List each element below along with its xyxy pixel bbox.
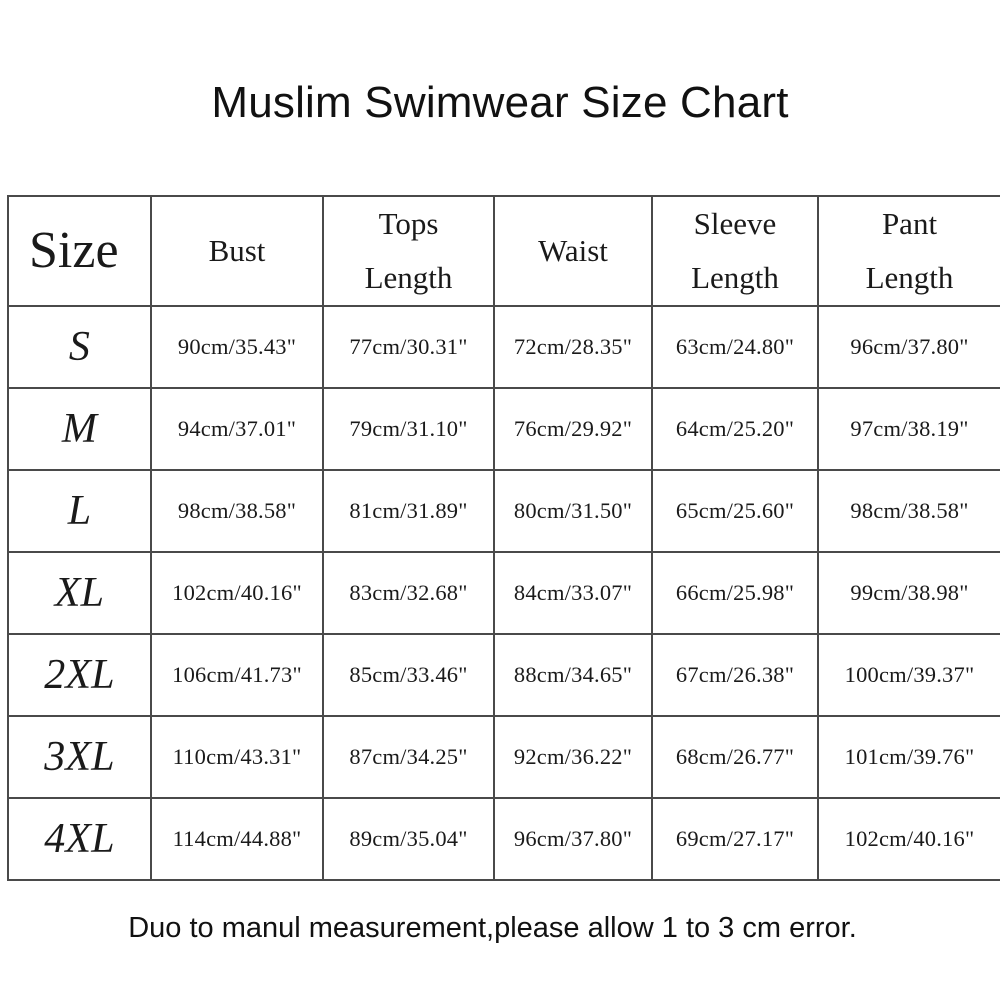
size-chart-table bbox=[7, 195, 1000, 881]
tops-length-cell: 79cm/31.10" bbox=[323, 388, 494, 470]
sleeve-length-cell: 67cm/26.38" bbox=[652, 634, 818, 716]
tops-length-cell: 81cm/31.89" bbox=[323, 470, 494, 552]
table-row bbox=[8, 716, 1000, 798]
waist-cell: 88cm/34.65" bbox=[494, 634, 652, 716]
waist-cell: 84cm/33.07" bbox=[494, 552, 652, 634]
header-sleeve-length bbox=[652, 196, 818, 306]
tops-length-cell: 89cm/35.04" bbox=[323, 798, 494, 880]
bust-cell: 94cm/37.01" bbox=[151, 388, 323, 470]
tops-length-cell: 85cm/33.46" bbox=[323, 634, 494, 716]
table-row bbox=[8, 388, 1000, 470]
tops-length-cell: 87cm/34.25" bbox=[323, 716, 494, 798]
sleeve-length-cell: 66cm/25.98" bbox=[652, 552, 818, 634]
sleeve-length-cell: 68cm/26.77" bbox=[652, 716, 818, 798]
tops-length-cell: 83cm/32.68" bbox=[323, 552, 494, 634]
table-row bbox=[8, 634, 1000, 716]
page-title: Muslim Swimwear Size Chart bbox=[211, 78, 789, 127]
size-cell: XL bbox=[8, 552, 151, 634]
bust-cell: 114cm/44.88" bbox=[151, 798, 323, 880]
bust-cell: 98cm/38.58" bbox=[151, 470, 323, 552]
size-cell: 4XL bbox=[8, 798, 151, 880]
header-bust-label: Bust bbox=[208, 233, 266, 268]
pant-length-cell: 102cm/40.16" bbox=[818, 798, 1000, 880]
size-chart-table-wrapper bbox=[7, 195, 1000, 865]
pant-length-cell: 97cm/38.19" bbox=[818, 388, 1000, 470]
table-row bbox=[8, 552, 1000, 634]
sleeve-length-cell: 64cm/25.20" bbox=[652, 388, 818, 470]
waist-cell: 96cm/37.80" bbox=[494, 798, 652, 880]
header-pant-length-line1: Pant bbox=[881, 206, 938, 241]
header-size-label: Size bbox=[29, 222, 119, 279]
bust-cell: 110cm/43.31" bbox=[151, 716, 323, 798]
header-bust bbox=[151, 196, 323, 306]
header-pant-length bbox=[818, 196, 1000, 306]
header-waist-label: Waist bbox=[538, 233, 608, 268]
table-row bbox=[8, 306, 1000, 388]
size-cell: M bbox=[8, 388, 151, 470]
measurement-note: Duo to manul measurement,please allow 1 to 3 cm error. bbox=[128, 912, 857, 944]
header-waist bbox=[494, 196, 652, 306]
waist-cell: 80cm/31.50" bbox=[494, 470, 652, 552]
bust-cell: 102cm/40.16" bbox=[151, 552, 323, 634]
header-size bbox=[8, 196, 151, 306]
pant-length-cell: 100cm/39.37" bbox=[818, 634, 1000, 716]
size-cell: 2XL bbox=[8, 634, 151, 716]
table-row bbox=[8, 470, 1000, 552]
header-tops-length-line2: Length bbox=[364, 260, 453, 295]
waist-cell: 76cm/29.92" bbox=[494, 388, 652, 470]
table-row bbox=[8, 798, 1000, 880]
bust-cell: 106cm/41.73" bbox=[151, 634, 323, 716]
waist-cell: 92cm/36.22" bbox=[494, 716, 652, 798]
pant-length-cell: 98cm/38.58" bbox=[818, 470, 1000, 552]
pant-length-cell: 99cm/38.98" bbox=[818, 552, 1000, 634]
header-sleeve-length-line2: Length bbox=[691, 260, 779, 295]
header-tops-length bbox=[323, 196, 494, 306]
size-rows bbox=[8, 306, 1000, 880]
size-cell: 3XL bbox=[8, 716, 151, 798]
header-row bbox=[8, 196, 1000, 306]
header-pant-length-line2: Length bbox=[865, 260, 954, 295]
sleeve-length-cell: 69cm/27.17" bbox=[652, 798, 818, 880]
size-cell: L bbox=[8, 470, 151, 552]
size-cell: S bbox=[8, 306, 151, 388]
pant-length-cell: 101cm/39.76" bbox=[818, 716, 1000, 798]
tops-length-cell: 77cm/30.31" bbox=[323, 306, 494, 388]
bust-cell: 90cm/35.43" bbox=[151, 306, 323, 388]
header-tops-length-line1: Tops bbox=[378, 206, 439, 241]
sleeve-length-cell: 65cm/25.60" bbox=[652, 470, 818, 552]
header-sleeve-length-line1: Sleeve bbox=[693, 206, 777, 241]
waist-cell: 72cm/28.35" bbox=[494, 306, 652, 388]
sleeve-length-cell: 63cm/24.80" bbox=[652, 306, 818, 388]
pant-length-cell: 96cm/37.80" bbox=[818, 306, 1000, 388]
